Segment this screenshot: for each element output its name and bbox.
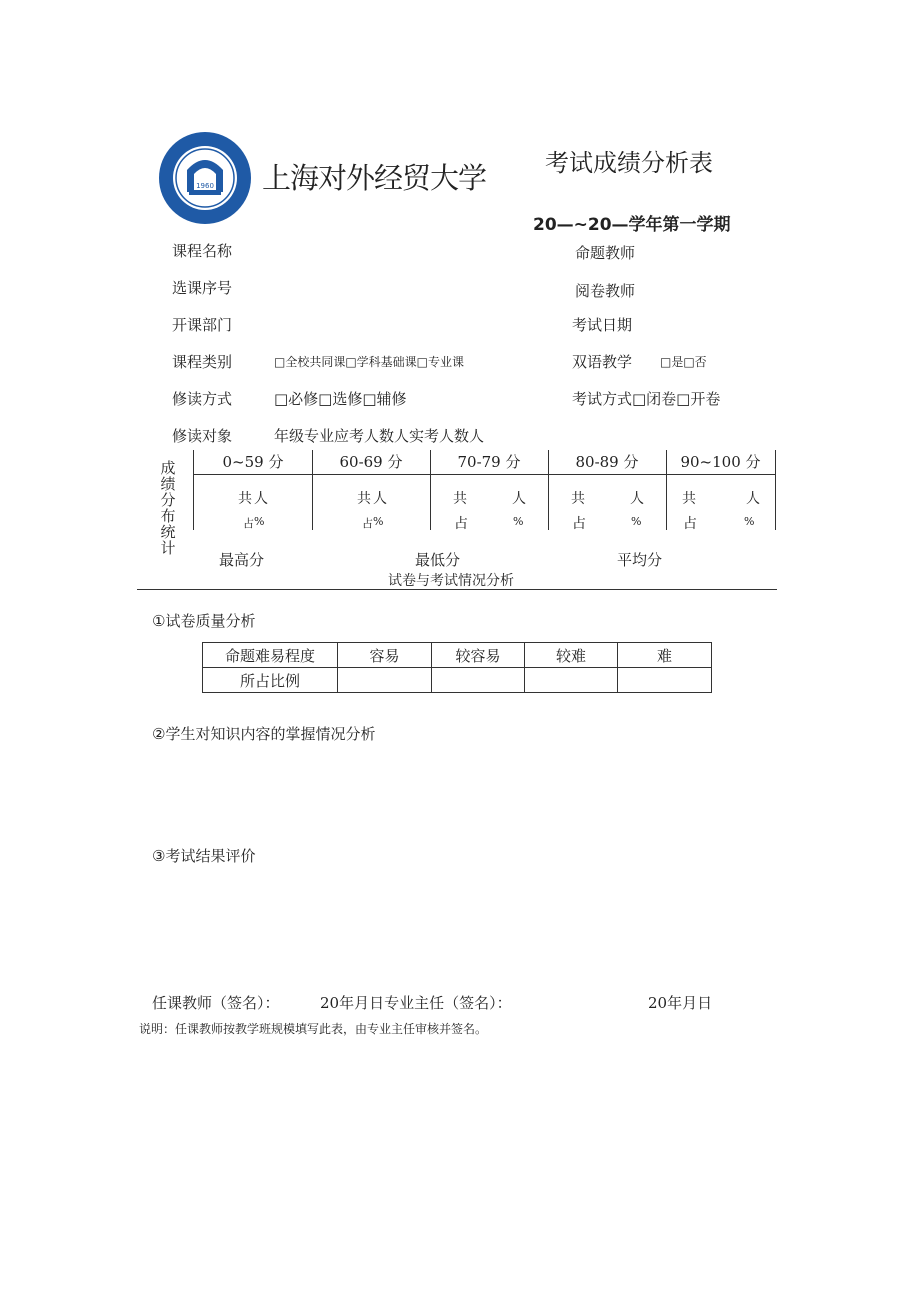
total-word: 共 — [571, 491, 585, 507]
lowest-score-label: 最低分 — [415, 551, 461, 569]
difficulty-header: 难 — [618, 643, 712, 668]
university-logo — [157, 130, 253, 226]
people-word: 人 — [373, 491, 387, 507]
percent-sign: % — [631, 515, 642, 528]
teacher-signature-label: 任课教师（签名）： — [152, 994, 280, 1012]
difficulty-table — [202, 642, 712, 693]
study-mode-options[interactable]: □必修□选修□辅修 — [274, 390, 407, 408]
bilingual-label: 双语教学 — [572, 353, 633, 371]
ratio-cell[interactable] — [432, 668, 525, 693]
percent-sign: % — [254, 515, 265, 528]
section1-title: ①试卷质量分析 — [152, 612, 256, 630]
ratio-cell[interactable] — [525, 668, 618, 693]
target-detail: 年级专业应考人数人实考人数人 — [274, 427, 485, 445]
total-word: 共 — [682, 491, 696, 507]
ratio-word: 占 — [243, 517, 254, 530]
percent-sign: % — [744, 515, 755, 528]
ratio-word: 占 — [454, 516, 468, 532]
people-word: 人 — [254, 491, 268, 507]
date-director-signature-label: 20年月日专业主任（签名）： — [320, 994, 512, 1012]
course-name-label: 课程名称 — [172, 242, 233, 260]
total-word: 共 — [453, 491, 467, 507]
total-word: 共 — [238, 491, 252, 507]
range-header: 60-69 分 — [339, 453, 403, 471]
percent-sign: % — [373, 515, 384, 528]
table-row — [203, 643, 712, 668]
difficulty-header: 容易 — [338, 643, 432, 668]
range-header: 0~59 分 — [222, 453, 284, 471]
people-word: 人 — [746, 491, 760, 507]
section3-title: ③考试结果评价 — [152, 847, 256, 865]
form-title: 考试成绩分析表 — [545, 149, 713, 177]
range-header: 70-79 分 — [457, 453, 521, 471]
ratio-word: 占 — [572, 516, 586, 532]
analysis-divider — [137, 589, 777, 590]
percent-sign: % — [513, 515, 524, 528]
grader-label: 阅卷教师 — [575, 282, 636, 300]
people-word: 人 — [512, 491, 526, 507]
course-type-label: 课程类别 — [172, 353, 233, 371]
department-label: 开课部门 — [172, 316, 233, 334]
exam-date-label: 考试日期 — [572, 316, 633, 334]
total-word: 共 — [357, 491, 371, 507]
term-label: 20—~20—学年第一学期 — [533, 215, 731, 235]
difficulty-header: 命题难易程度 — [203, 643, 338, 668]
distribution-side-label: 成绩分布统计 — [160, 459, 176, 557]
university-name: 上海对外经贸大学 — [262, 161, 487, 195]
ratio-word: 占 — [362, 517, 373, 530]
highest-score-label: 最高分 — [219, 551, 265, 569]
dist-header-line — [193, 474, 775, 475]
dist-divider — [775, 450, 776, 530]
people-word: 人 — [630, 491, 644, 507]
analysis-title: 试卷与考试情况分析 — [388, 573, 514, 589]
ratio-row-label: 所占比例 — [203, 668, 338, 693]
ratio-word: 占 — [683, 516, 697, 532]
ratio-cell[interactable] — [618, 668, 712, 693]
study-mode-label: 修读方式 — [172, 390, 233, 408]
exam-mode-options[interactable]: 考试方式□闭卷□开卷 — [572, 390, 721, 408]
target-label: 修读对象 — [172, 427, 233, 445]
difficulty-header: 较难 — [525, 643, 618, 668]
difficulty-header: 较容易 — [432, 643, 525, 668]
course-type-options[interactable]: □全校共同课□学科基础课□专业课 — [274, 355, 465, 369]
logo-year: 1960 — [196, 182, 214, 190]
bilingual-options[interactable]: □是□否 — [660, 355, 707, 369]
instruction-note: 说明：任课教师按教学班规模填写此表，由专业主任审核并签名。 — [139, 1022, 488, 1036]
ratio-cell[interactable] — [338, 668, 432, 693]
table-row — [203, 668, 712, 693]
range-header: 90~100 分 — [680, 453, 761, 471]
average-score-label: 平均分 — [617, 551, 663, 569]
range-header: 80-89 分 — [575, 453, 639, 471]
director-date-label: 20年月日 — [648, 994, 713, 1012]
course-teacher-label: 命题教师 — [575, 244, 636, 262]
course-serial-label: 选课序号 — [172, 279, 233, 297]
section2-title: ②学生对知识内容的掌握情况分析 — [152, 725, 376, 743]
